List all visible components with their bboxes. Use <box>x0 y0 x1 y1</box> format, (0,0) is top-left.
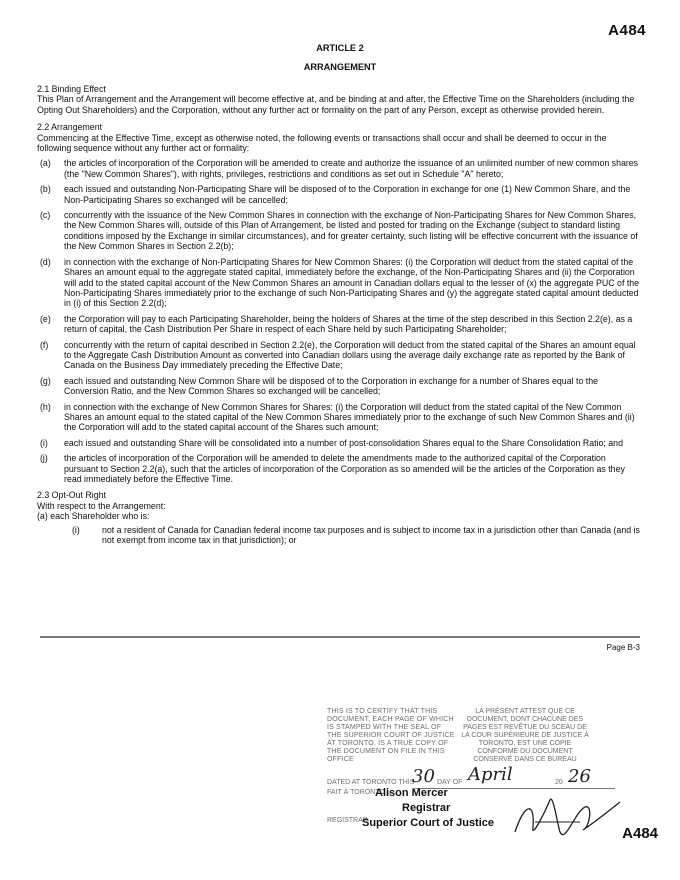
certification-french: LA PRÉSENT ATTEST QUE CE DOCUMENT, DONT CHACUNE DES PAGES EST REVÊTUE DU SCEAU DE LA COUR SUPÉRIEURE DE JUSTICE À TORONTO, EST UNE COPIE CONFORME DU DOCUMENT CONSERVÉ DANS CE BUREAU <box>461 708 589 763</box>
list-item-label: (h) <box>40 401 51 412</box>
list-item <box>37 402 642 433</box>
section-2-2-heading: 2.2 Arrangement <box>37 122 103 133</box>
document-stamp-bottom: A484 <box>622 825 658 842</box>
sub-list-item-text: not a resident of Canada for Canadian federal income tax purposes and is subject to income tax in a jurisdiction other than Canada (and is not exempt from income tax in that jurisdiction); or <box>102 524 640 546</box>
list-item-text: in connection with the exchange of Non-Participating Shares for New Common Shares: (i) the Corporation will deduct from the stated capital of the Shares an amount equal to the aggregate stated capital, immediately before the exchange, of the Non-Participating Shares and (ii) the Corporation will add to the stated capital account of the New Common Shares an amount in Canadian dollars equal to the lesser of (x) the aggregate PUC of the Non-Participating Shares immediately prior to the exchange of such Non-Participating Shares and (y) the aggregate stated capital amount deducted in (i) of this Section 2.2(d); <box>64 256 640 309</box>
signature-icon <box>505 792 625 848</box>
list-item-text: concurrently with the issuance of the New Common Shares in connection with the exchange of Non-Participating Shares for New Common Shares, the New Common Shares will, outside of this Plan of Arrangement, be listed and posted for trading on the Exchange (subject to standard listing conditions imposed by the Exchange in similar circumstances), and for greater certainty, such listing will be effective concurrent with the issuance of the New Common Shares in Section 2.2(b); <box>64 210 638 252</box>
year-prefix: 20 <box>555 779 563 786</box>
list-item-label: (i) <box>40 437 48 448</box>
list-item-text: each issued and outstanding Share will be consolidated into a number of post-consolidation Shares equal to the Share Consolidation Ratio; and <box>64 437 623 448</box>
section-2-3-heading: 2.3 Opt-Out Right <box>37 490 106 501</box>
list-item <box>37 314 642 335</box>
sub-list-item <box>37 525 642 546</box>
article-title: ARRANGEMENT <box>303 62 377 72</box>
certification-english: THIS IS TO CERTIFY THAT THIS DOCUMENT, EACH PAGE OF WHICH IS STAMPED WITH THE SEAL OF THE SUPERIOR COURT OF JUSTICE AT TORONTO, IS A TRUE COPY OF THE DOCUMENT ON FILE IN THIS OFFICE <box>327 708 455 763</box>
list-item-label: (a) <box>40 158 51 169</box>
dated-prefix: DATED AT TORONTO THIS <box>327 779 415 786</box>
list-item-text: in connection with the exchange of New Common Shares for Shares: (i) the Corporation will deduct from the stated capital of the New Common Shares an amount equal to the stated capital of the New Common Shares immediately prior to the exchange of such New Common Shares and (ii) the Corporation will add to the stated capital account of the Shares such amount; <box>64 401 635 433</box>
handwritten-day: 30 <box>412 766 435 787</box>
list-item <box>37 257 642 309</box>
article-number: ARTICLE 2 <box>316 43 364 53</box>
document-body <box>37 84 642 545</box>
list-item-label: (e) <box>40 313 51 324</box>
list-item <box>37 184 642 205</box>
fait-line: FAIT À TORONTO L <box>327 789 391 796</box>
list-item <box>37 158 642 179</box>
court-name: Superior Court of Justice <box>362 817 495 829</box>
handwritten-year: 26 <box>568 766 591 787</box>
list-item-label: (b) <box>40 184 51 195</box>
list-item <box>37 210 642 252</box>
dated-line <box>327 779 414 786</box>
list-item-label: (f) <box>40 339 49 350</box>
list-item <box>37 438 642 448</box>
list-item-text: the articles of incorporation of the Corporation will be amended to create and authorize the issuance of an unlimited number of new common shares (the "New Common Shares"), with rights, privileges, restrictions and conditions as set out in Schedule "A" hereto; <box>64 158 639 179</box>
list-item-text: the Corporation will pay to each Participating Shareholder, being the holders of Shares at the time of the step described in this Section 2.2(e), as a return of capital, the Cash Distribution Per Share in respect of each Share held by such Participating Shareholder; <box>64 313 633 335</box>
page-number: Page B-3 <box>606 643 640 652</box>
day-of-label: DAY OF <box>437 779 463 786</box>
list-item-label: (g) <box>40 375 51 386</box>
list-item <box>37 453 642 484</box>
list-item-label: (d) <box>40 256 51 267</box>
section-2-2-intro: Commencing at the Effective Time, except as otherwise noted, the following events or transactions shall occur and shall be deemed to occur in the following sequence without any further act or formality: <box>37 132 607 154</box>
signer-title: Registrar <box>402 802 451 814</box>
section-2-3-item-a: (a) each Shareholder who is: <box>37 511 150 522</box>
list-item-label: (c) <box>40 210 51 221</box>
page-rule <box>40 636 640 638</box>
section-2-3-intro: With respect to the Arrangement: <box>37 500 166 511</box>
section-2-1-heading: 2.1 Binding Effect <box>37 84 106 94</box>
list-item-text: concurrently with the return of capital described in Section 2.2(e), the Corporation will deduct from the stated capital of the Shares an amount equal to the Aggregate Cash Distribution Amount as converted into Canadian dollars using the average daily exchange rate as reported by the Bank of Canada on the Business Day immediately preceding the Effective Date; <box>64 339 636 371</box>
list-item <box>37 340 642 371</box>
document-stamp-top: A484 <box>608 22 646 39</box>
signer-name: Alison Mercer <box>375 787 448 799</box>
list-item-text: each issued and outstanding New Common Share will be disposed of to the Corporation in exchange for a number of Shares equal to the Conversion Ratio, and the New Common Shares so exchanged will be cancelled; <box>64 375 599 397</box>
handwritten-month: April <box>468 764 513 785</box>
registrar-label: REGISTRAR <box>327 817 368 824</box>
list-item-label: (j) <box>40 453 48 464</box>
sub-list-item-label: (i) <box>72 524 80 535</box>
list-item <box>37 376 642 397</box>
list-item-text: each issued and outstanding Non-Participating Share will be disposed of to the Corporation in exchange for one (1) New Common Share, and the Non-Participating Shares so exchanged will be cancelled; <box>64 184 631 205</box>
list-item-text: the articles of incorporation of the Corporation will be amended to delete the amendments made to the authorized capital of the Corporation pursuant to Section 2.2(a), such that the articles of incorporation of the Corporation as so amended will be the articles of the Corporation as they read immediately before the Effective Time. <box>64 453 625 484</box>
section-2-1-text: This Plan of Arrangement and the Arrangement will become effective at, and be binding at and after, the Effective Time on the Shareholders (including the Opting Out Shareholders) and the Corporation, without any further act or formality on the part of any Person, except as otherwise provided herein. <box>37 94 635 115</box>
